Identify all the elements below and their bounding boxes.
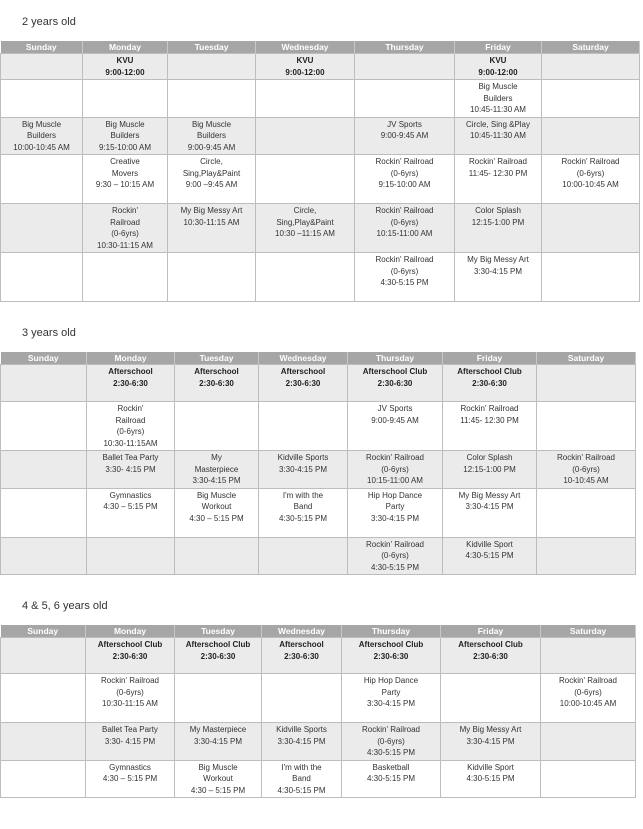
class-entry: Hip Hop Dance Party 3:30-4:15 PM bbox=[367, 490, 423, 523]
class-entry: Ballet Tea Party 3:30- 4:15 PM bbox=[102, 453, 159, 474]
class-entry: My Big Messy Art 3:30-4:15 PM bbox=[458, 490, 521, 511]
table-row bbox=[1, 488, 636, 537]
class-cell-tuesday bbox=[175, 723, 262, 761]
table-row bbox=[1, 674, 636, 723]
class-cell-thursday bbox=[342, 638, 441, 674]
class-entry: Big Muscle Builders 10:00-10:45 AM bbox=[13, 119, 70, 152]
class-cell-wednesday bbox=[259, 488, 348, 537]
class-entry: Rockin' Railroad (0-6yrs) 10:30-11:15AM bbox=[103, 404, 158, 448]
class-entry: Gymnastics 4:30 – 5:15 PM bbox=[103, 490, 158, 511]
day-header-friday: Friday bbox=[443, 352, 537, 365]
class-cell-monday bbox=[87, 365, 175, 402]
class-cell-sunday bbox=[1, 54, 83, 80]
day-header-tuesday: Tuesday bbox=[175, 352, 259, 365]
class-entry: Big Muscle Builders 9:00-9:45 AM bbox=[187, 119, 236, 152]
class-cell-wednesday bbox=[256, 155, 355, 204]
class-cell-sunday bbox=[1, 674, 86, 723]
day-header-wednesday: Wednesday bbox=[259, 352, 348, 365]
day-header-thursday: Thursday bbox=[348, 352, 443, 365]
day-header-sunday: Sunday bbox=[1, 625, 86, 638]
class-entry: Rockin' Railroad 11:45- 12:30 PM bbox=[468, 157, 528, 178]
class-entry: Color Splash 12:15-1:00 PM bbox=[463, 453, 516, 474]
header-row bbox=[1, 625, 636, 638]
class-cell-thursday bbox=[348, 537, 443, 575]
class-entry: Hip Hop Dance Party 3:30-4:15 PM bbox=[363, 676, 419, 708]
class-cell-wednesday bbox=[256, 204, 355, 253]
class-entry: I'm with the Band 4:30-5:15 PM bbox=[278, 490, 328, 523]
class-entry: Kidville Sport 4:30-5:15 PM bbox=[465, 539, 514, 560]
class-cell-monday bbox=[83, 155, 168, 204]
class-entry: Circle, Sing,Play&Paint 10:30 –11:15 AM bbox=[275, 206, 335, 238]
class-entry: Big Muscle Workout 4:30 – 5:15 PM bbox=[189, 490, 244, 523]
class-cell-thursday bbox=[342, 760, 441, 798]
section-title-4-5-6-years: 4 & 5, 6 years old bbox=[22, 600, 108, 612]
day-header-wednesday: Wednesday bbox=[256, 41, 355, 54]
class-entry: Afterschool Club 2:30-6:30 bbox=[457, 367, 522, 388]
class-entry: Color Splash 12:15-1:00 PM bbox=[471, 206, 525, 227]
class-cell-wednesday bbox=[259, 365, 348, 402]
class-entry: Rockin' Railroad (0-6yrs) 10:30-11:15 AM bbox=[101, 676, 159, 708]
class-cell-wednesday bbox=[256, 54, 355, 80]
class-cell-monday bbox=[83, 253, 168, 302]
class-cell-saturday bbox=[542, 253, 640, 302]
class-cell-friday bbox=[455, 204, 542, 253]
table-row bbox=[1, 451, 636, 489]
day-header-saturday: Saturday bbox=[537, 352, 636, 365]
class-entry: Basketball 4:30-5:15 PM bbox=[366, 762, 416, 783]
class-cell-monday bbox=[86, 760, 175, 798]
class-entry: Rockin' Railroad (0-6yrs) 10:00-10:45 AM bbox=[561, 157, 620, 189]
section-title-3-years: 3 years old bbox=[22, 327, 76, 339]
table-row bbox=[1, 253, 640, 302]
class-cell-friday bbox=[441, 674, 541, 723]
class-entry: Big Muscle Builders 10:45-11:30 AM bbox=[470, 82, 526, 114]
class-cell-thursday bbox=[348, 365, 443, 402]
class-entry: My Big Messy Art 3:30-4:15 PM bbox=[467, 255, 529, 276]
class-entry: KVU 9:00-12:00 bbox=[285, 56, 325, 77]
class-cell-monday bbox=[87, 451, 175, 489]
day-header-friday: Friday bbox=[441, 625, 541, 638]
class-cell-saturday bbox=[541, 638, 636, 674]
class-cell-friday bbox=[455, 117, 542, 155]
class-cell-sunday bbox=[1, 117, 83, 155]
class-cell-tuesday bbox=[175, 537, 259, 575]
class-cell-monday bbox=[87, 402, 175, 451]
class-cell-saturday bbox=[542, 80, 640, 118]
class-entry: Creative Movers 9:30 – 10:15 AM bbox=[95, 157, 155, 189]
schedule-table-3-years bbox=[0, 352, 636, 575]
class-cell-monday bbox=[86, 723, 175, 761]
class-cell-friday bbox=[443, 402, 537, 451]
class-cell-saturday bbox=[537, 451, 636, 489]
day-header-tuesday: Tuesday bbox=[168, 41, 256, 54]
table-row bbox=[1, 723, 636, 761]
class-cell-wednesday bbox=[262, 674, 342, 723]
class-cell-friday bbox=[443, 451, 537, 489]
class-cell-thursday bbox=[355, 155, 455, 204]
class-cell-monday bbox=[86, 638, 175, 674]
day-header-saturday: Saturday bbox=[541, 625, 636, 638]
class-cell-monday bbox=[87, 537, 175, 575]
class-entry: My Big Messy Art 3:30-4:15 PM bbox=[459, 725, 522, 746]
day-header-friday: Friday bbox=[455, 41, 542, 54]
class-entry: Afterschool Club 2:30-6:30 bbox=[458, 640, 523, 661]
class-cell-saturday bbox=[541, 760, 636, 798]
class-entry: Kidville Sport 4:30-5:15 PM bbox=[466, 762, 515, 783]
class-cell-friday bbox=[455, 80, 542, 118]
table-row bbox=[1, 638, 636, 674]
day-header-sunday: Sunday bbox=[1, 41, 83, 54]
class-cell-tuesday bbox=[175, 451, 259, 489]
class-entry: Kidville Sports 3:30-4:15 PM bbox=[276, 725, 327, 746]
class-entry: Afterschool 2:30-6:30 bbox=[108, 367, 153, 388]
class-cell-saturday bbox=[537, 488, 636, 537]
class-entry: Rockin' Railroad (0-6yrs) 4:30-5:15 PM bbox=[362, 725, 420, 757]
day-header-monday: Monday bbox=[83, 41, 168, 54]
table-row bbox=[1, 537, 636, 575]
class-entry: KVU 9:00-12:00 bbox=[478, 56, 518, 77]
class-cell-saturday bbox=[542, 117, 640, 155]
class-entry: My Big Messy Art 10:30-11:15 AM bbox=[180, 206, 243, 227]
header-row bbox=[1, 41, 640, 54]
day-header-tuesday: Tuesday bbox=[175, 625, 262, 638]
table-row bbox=[1, 365, 636, 402]
class-cell-monday bbox=[86, 674, 175, 723]
class-cell-wednesday bbox=[256, 80, 355, 118]
schedule-table-2-years bbox=[0, 41, 640, 302]
class-entry: Big Muscle Builders 9:15-10:00 AM bbox=[98, 119, 152, 152]
class-entry: Rockin' Railroad (0-6yrs) 10:15-11:00 AM bbox=[366, 453, 424, 485]
class-cell-saturday bbox=[537, 402, 636, 451]
table-row bbox=[1, 80, 640, 118]
class-cell-tuesday bbox=[168, 155, 256, 204]
section-title-2-years: 2 years old bbox=[22, 16, 76, 28]
class-cell-thursday bbox=[355, 117, 455, 155]
class-cell-saturday bbox=[542, 54, 640, 80]
class-cell-sunday bbox=[1, 155, 83, 204]
class-entry: Afterschool Club 2:30-6:30 bbox=[358, 640, 424, 661]
class-cell-friday bbox=[455, 54, 542, 80]
class-entry: Afterschool Club 2:30-6:30 bbox=[362, 367, 428, 388]
class-entry: I'm with the Band 4:30-5:15 PM bbox=[277, 762, 326, 795]
class-entry: Circle, Sing &Play 10:45-11:30 AM bbox=[465, 119, 531, 140]
class-cell-saturday bbox=[537, 365, 636, 402]
class-cell-friday bbox=[443, 488, 537, 537]
class-cell-wednesday bbox=[262, 760, 342, 798]
class-cell-tuesday bbox=[168, 204, 256, 253]
class-entry: Afterschool 2:30-6:30 bbox=[279, 640, 324, 661]
day-header-saturday: Saturday bbox=[542, 41, 640, 54]
class-cell-friday bbox=[455, 253, 542, 302]
day-header-wednesday: Wednesday bbox=[262, 625, 342, 638]
class-entry: Rockin' Railroad (0-6yrs) 10-10:45 AM bbox=[557, 453, 615, 485]
class-cell-monday bbox=[83, 80, 168, 118]
class-cell-saturday bbox=[541, 723, 636, 761]
day-header-thursday: Thursday bbox=[355, 41, 455, 54]
class-cell-tuesday bbox=[168, 117, 256, 155]
class-cell-thursday bbox=[348, 402, 443, 451]
class-cell-wednesday bbox=[259, 537, 348, 575]
class-cell-thursday bbox=[348, 451, 443, 489]
header-row bbox=[1, 352, 636, 365]
day-header-thursday: Thursday bbox=[342, 625, 441, 638]
class-cell-sunday bbox=[1, 204, 83, 253]
class-entry: Afterschool Club 2:30-6:30 bbox=[185, 640, 251, 661]
class-cell-sunday bbox=[1, 402, 87, 451]
class-cell-sunday bbox=[1, 638, 86, 674]
class-cell-tuesday bbox=[168, 80, 256, 118]
class-cell-saturday bbox=[542, 155, 640, 204]
class-cell-sunday bbox=[1, 723, 86, 761]
day-header-monday: Monday bbox=[86, 625, 175, 638]
class-cell-tuesday bbox=[175, 638, 262, 674]
class-entry: Afterschool 2:30-6:30 bbox=[280, 367, 326, 388]
class-cell-thursday bbox=[355, 80, 455, 118]
schedule-table-4-5-6-years bbox=[0, 625, 636, 798]
class-cell-wednesday bbox=[262, 723, 342, 761]
class-cell-sunday bbox=[1, 537, 87, 575]
class-cell-tuesday bbox=[168, 54, 256, 80]
class-cell-sunday bbox=[1, 253, 83, 302]
class-entry: JV Sports 9:00-9:45 AM bbox=[380, 119, 429, 140]
class-entry: Rockin' Railroad (0-6yrs) 10:15-11:00 AM bbox=[375, 206, 434, 238]
class-cell-friday bbox=[455, 155, 542, 204]
class-entry: Gymnastics 4:30 – 5:15 PM bbox=[102, 762, 158, 783]
table-row bbox=[1, 117, 640, 155]
class-cell-friday bbox=[441, 638, 541, 674]
class-entry: JV Sports 9:00-9:45 AM bbox=[371, 404, 419, 425]
class-cell-sunday bbox=[1, 488, 87, 537]
class-cell-wednesday bbox=[256, 117, 355, 155]
class-entry: Rockin' Railroad (0-6yrs) 4:30-5:15 PM bbox=[366, 539, 424, 572]
class-entry: Circle, Sing,Play&Paint 9:00 –9:45 AM bbox=[182, 157, 241, 189]
class-cell-sunday bbox=[1, 760, 86, 798]
class-cell-wednesday bbox=[259, 402, 348, 451]
class-entry: My Masterpiece 3:30-4:15 PM bbox=[192, 453, 241, 485]
class-entry: My Masterpiece 3:30-4:15 PM bbox=[189, 725, 247, 746]
class-entry: Rockin' Railroad 11:45- 12:30 PM bbox=[460, 404, 519, 425]
class-cell-wednesday bbox=[259, 451, 348, 489]
class-cell-tuesday bbox=[175, 365, 259, 402]
class-cell-tuesday bbox=[175, 760, 262, 798]
class-entry: Ballet Tea Party 3:30- 4:15 PM bbox=[102, 725, 158, 746]
class-cell-monday bbox=[83, 204, 168, 253]
class-entry: Rockin' Railroad (0-6yrs) 4:30-5:15 PM bbox=[375, 255, 434, 287]
class-cell-monday bbox=[83, 54, 168, 80]
class-cell-thursday bbox=[342, 674, 441, 723]
class-cell-wednesday bbox=[256, 253, 355, 302]
class-cell-tuesday bbox=[168, 253, 256, 302]
class-cell-tuesday bbox=[175, 402, 259, 451]
class-cell-sunday bbox=[1, 451, 87, 489]
class-cell-saturday bbox=[541, 674, 636, 723]
class-cell-thursday bbox=[348, 488, 443, 537]
class-entry: Big Muscle Workout 4:30 – 5:15 PM bbox=[190, 762, 246, 795]
class-cell-thursday bbox=[355, 54, 455, 80]
class-cell-sunday bbox=[1, 80, 83, 118]
class-cell-thursday bbox=[355, 204, 455, 253]
class-cell-saturday bbox=[542, 204, 640, 253]
class-entry: Rockin' Railroad (0-6yrs) 10:30-11:15 AM bbox=[97, 206, 153, 250]
class-cell-monday bbox=[87, 488, 175, 537]
class-entry: Afterschool Club 2:30-6:30 bbox=[97, 640, 163, 661]
class-cell-thursday bbox=[342, 723, 441, 761]
class-cell-tuesday bbox=[175, 488, 259, 537]
class-entry: Rockin' Railroad (0-6yrs) 9:15-10:00 AM bbox=[375, 157, 434, 189]
table-row bbox=[1, 204, 640, 253]
class-cell-friday bbox=[441, 760, 541, 798]
class-entry: Afterschool 2:30-6:30 bbox=[194, 367, 239, 388]
class-cell-friday bbox=[441, 723, 541, 761]
table-row bbox=[1, 760, 636, 798]
table-row bbox=[1, 402, 636, 451]
table-row bbox=[1, 54, 640, 80]
class-cell-thursday bbox=[355, 253, 455, 302]
class-cell-friday bbox=[443, 537, 537, 575]
class-cell-sunday bbox=[1, 365, 87, 402]
class-entry: KVU 9:00-12:00 bbox=[105, 56, 145, 77]
class-cell-tuesday bbox=[175, 674, 262, 723]
class-entry: Rockin' Railroad (0-6yrs) 10:00-10:45 AM bbox=[559, 676, 617, 708]
class-cell-wednesday bbox=[262, 638, 342, 674]
class-entry: Kidville Sports 3:30-4:15 PM bbox=[277, 453, 329, 474]
day-header-sunday: Sunday bbox=[1, 352, 87, 365]
class-cell-monday bbox=[83, 117, 168, 155]
day-header-monday: Monday bbox=[87, 352, 175, 365]
table-row bbox=[1, 155, 640, 204]
class-cell-friday bbox=[443, 365, 537, 402]
class-cell-saturday bbox=[537, 537, 636, 575]
